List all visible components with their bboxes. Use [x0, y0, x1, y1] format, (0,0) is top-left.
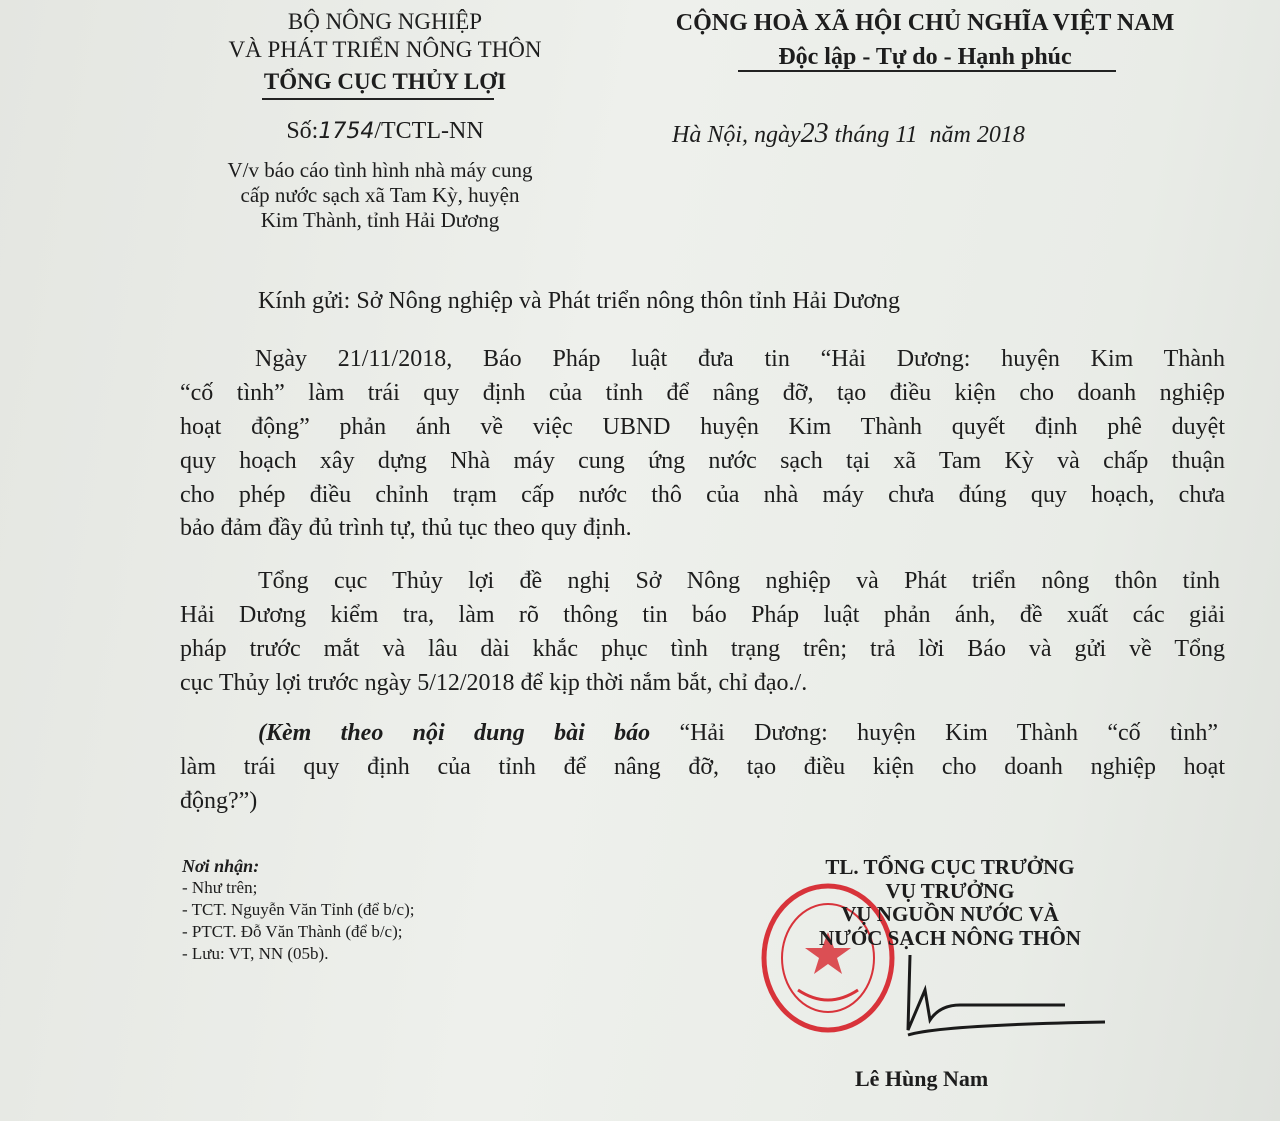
signer-name: Lê Hùng Nam [855, 1066, 989, 1091]
paragraph-line: bảo đảm đầy đủ trình tự, thủ tục theo quy định. [180, 515, 632, 541]
attachment-line: động?”) [180, 788, 258, 814]
signature-title: VỤ NGUỒN NƯỚC VÀ [841, 902, 1059, 926]
paragraph-line: “cố tình” làm trái quy định của tỉnh để nâng đỡ, tạo điều kiện cho doanh nghiệp [180, 380, 1225, 406]
paragraph-line: cục Thủy lợi trước ngày 5/12/2018 để kịp thời nắm bắt, chỉ đạo./. [180, 670, 808, 696]
header-right [610, 8, 1240, 72]
attachment-line: làm trái quy định của tỉnh để nâng đỡ, tạo điều kiện cho doanh nghiệp hoạt [180, 754, 1225, 780]
motto: Độc lập - Tự do - Hạnh phúc [778, 44, 1072, 70]
date-line [672, 118, 1025, 150]
recipient-item: - PTCT. Đỗ Văn Thành (để b/c); [182, 922, 403, 941]
date-suffix: tháng 11 năm 2018 [834, 122, 1025, 148]
country-name: CỘNG HOÀ XÃ HỘI CHỦ NGHĨA VIỆT NAM [675, 10, 1175, 36]
signature-title: NƯỚC SẠCH NÔNG THÔN [819, 925, 1081, 950]
subject-line: Kim Thành, tỉnh Hải Dương [260, 208, 500, 232]
divider [262, 98, 494, 100]
subject-line: cấp nước sạch xã Tam Kỳ, huyện [240, 183, 520, 207]
attachment-line [258, 716, 1218, 750]
recipients [182, 855, 414, 965]
attachment-text: “Hải Dương: huyện Kim Thành “cố tình” [679, 720, 1218, 746]
attachment-italic: (Kèm theo nội dung bài báo [258, 720, 651, 746]
recipient-item: - Lưu: VT, NN (05b). [182, 944, 329, 963]
signature-block [770, 856, 1130, 950]
date-day: 23 [800, 118, 829, 149]
subject [160, 158, 600, 233]
paragraph-line: Hải Dương kiểm tra, làm rõ thông tin báo Pháp luật phản ánh, đề xuất các giải [180, 602, 1225, 628]
doc-number [170, 118, 600, 145]
ministry-line2: VÀ PHÁT TRIỂN NÔNG THÔN [228, 37, 542, 62]
agency-name: TỔNG CỤC THỦY LỢI [263, 69, 507, 94]
divider [738, 70, 1116, 72]
signature-icon [880, 950, 1110, 1050]
ministry-line1: BỘ NÔNG NGHIỆP [287, 9, 483, 34]
doc-number-suffix: /TCTL-NN [374, 118, 484, 144]
signature-title: TL. TỔNG CỤC TRƯỞNG [825, 855, 1075, 879]
subject-line: V/v báo cáo tình hình nhà máy cung [227, 158, 533, 182]
doc-number-prefix: Số: [286, 118, 319, 144]
paragraph-line: Tổng cục Thủy lợi đề nghị Sở Nông nghiệp và Phát triển nông thôn tỉnh [258, 568, 1220, 594]
paragraph-line: cho phép điều chỉnh trạm cấp nước thô của nhà máy chưa đúng quy hoạch, chưa [180, 482, 1225, 508]
header-left [170, 8, 600, 96]
date-prefix: Hà Nội, ngày [672, 122, 801, 148]
signature-title: VỤ TRƯỞNG [885, 878, 1015, 903]
recipient-item: - TCT. Nguyễn Văn Tỉnh (để b/c); [182, 900, 415, 919]
addressee: Kính gửi: Sở Nông nghiệp và Phát triển nông thôn tỉnh Hải Dương [258, 288, 901, 314]
recipients-title: Nơi nhận: [182, 856, 260, 876]
paragraph-line: pháp trước mắt và lâu dài khắc phục tình trạng trên; trả lời Báo và gửi về Tổng [180, 636, 1225, 662]
paragraph-line: quy hoạch xây dựng Nhà máy cung ứng nước sạch tại xã Tam Kỳ và chấp thuận [180, 448, 1225, 474]
paragraph-line: hoạt động” phản ánh về việc UBND huyện Kim Thành quyết định phê duyệt [180, 414, 1225, 440]
paragraph-line: Ngày 21/11/2018, Báo Pháp luật đưa tin “Hải Dương: huyện Kim Thành [255, 346, 1225, 372]
recipient-item: - Như trên; [182, 878, 258, 897]
doc-number-handwritten: 1754 [318, 119, 375, 144]
